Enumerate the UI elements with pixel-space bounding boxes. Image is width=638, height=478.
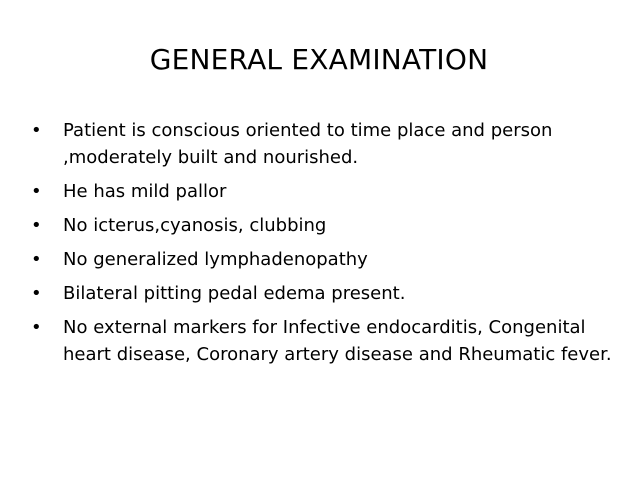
- bullet-list: [31, 117, 621, 375]
- bullet-item: [31, 246, 621, 273]
- bullet-item: [31, 212, 621, 239]
- bullet-text: He has mild pallor: [63, 181, 227, 202]
- bullet-text: No external markers for Infective endocarditis, Congenital heart disease, Coronary artery disease and Rheumatic fever.: [63, 317, 612, 365]
- bullet-text: No generalized lymphadenopathy: [63, 249, 368, 270]
- bullet-item: [31, 314, 621, 368]
- bullet-point-icon: •: [31, 215, 42, 236]
- slide-title: GENERAL EXAMINATION: [149, 43, 489, 76]
- bullet-text: Patient is conscious oriented to time place and person ,moderately built and nourished.: [63, 120, 553, 168]
- bullet-point-icon: •: [31, 249, 42, 270]
- bullet-text: Bilateral pitting pedal edema present.: [63, 283, 406, 304]
- bullet-point-icon: •: [31, 120, 42, 141]
- bullet-point-icon: •: [31, 181, 42, 202]
- bullet-point-icon: •: [31, 317, 42, 338]
- bullet-point-icon: •: [31, 283, 42, 304]
- bullet-item: [31, 117, 621, 171]
- bullet-text: No icterus,cyanosis, clubbing: [63, 215, 327, 236]
- bullet-item: [31, 178, 621, 205]
- bullet-item: [31, 280, 621, 307]
